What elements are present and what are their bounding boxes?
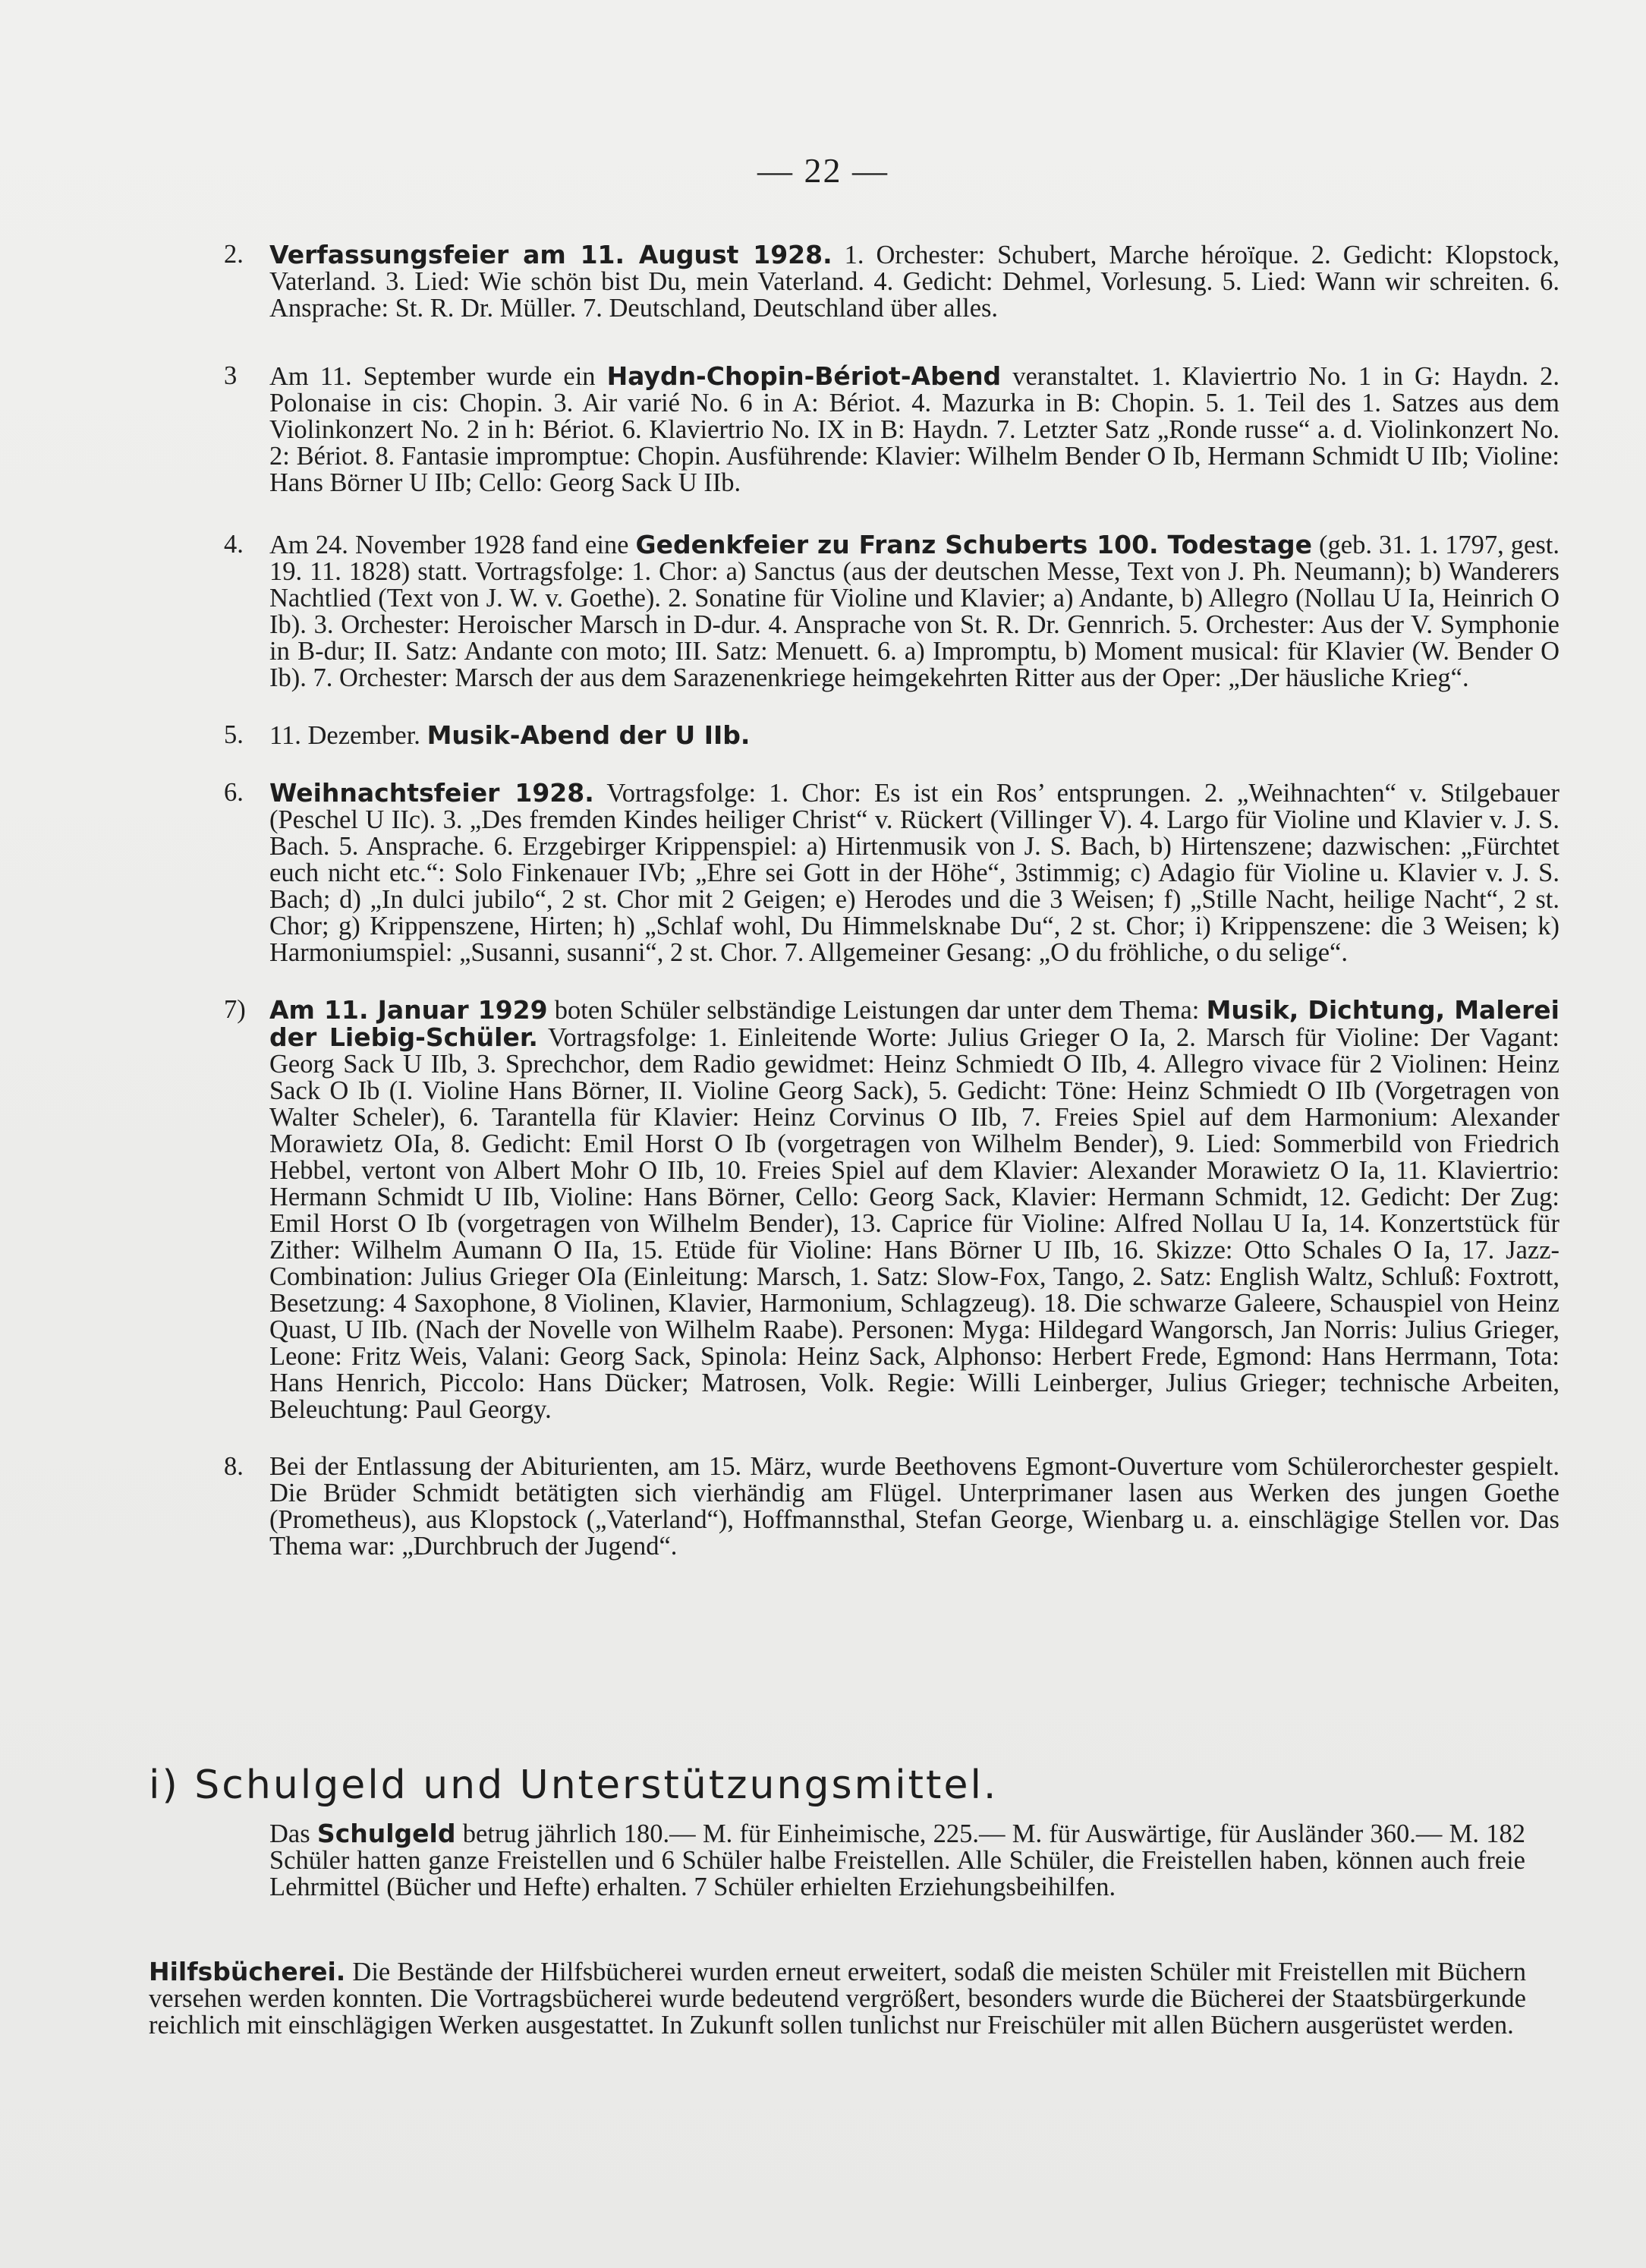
item-number: 5. — [224, 720, 244, 749]
item-heading: Gedenkfeier zu Franz Schuberts 100. Todestage — [635, 530, 1312, 559]
event-list — [224, 241, 1559, 1583]
paragraph-keyword: Schulgeld — [316, 1819, 456, 1848]
item-intro: 11. Dezember. — [269, 721, 427, 750]
item-text: veranstaltet. 1. Klaviertrio No. 1 in G: Haydn. 2. Polonaise in cis: Chopin. 3. Air varié No. 6 in A: Bériot. 4. Mazurka in B: Chopin. 5. 1. Teil des 1. Satzes aus dem Violinkonzert No. 2 in h: Bériot. 6. Klaviertrio No. IX in B: Haydn. 7. Letzter Satz „Ronde russe“ a. d. Violinkonzert No. 2: Bériot. 8. Fantasie impromptue: Chopin. Ausführende: Klavier: Wilhelm Bender O Ib, Hermann Schmidt U IIb; Violine: Hans Börner U IIb; Cello: Georg Sack U IIb. — [269, 362, 1560, 497]
item-heading: Musik-Abend der U IIb. — [426, 720, 751, 750]
item-heading: Weihnachtsfeier 1928. — [269, 778, 594, 808]
item-text: boten Schüler selbständige Leistungen dar unter dem Thema: — [547, 996, 1207, 1025]
item-heading: Am 11. Januar 1929 — [269, 995, 548, 1025]
list-item — [224, 997, 1559, 1423]
section-heading: i) Schulgeld und Unterstützungsmittel. — [149, 1762, 999, 1808]
item-number: 6. — [224, 778, 244, 807]
list-item — [224, 363, 1559, 496]
item-number: 2. — [224, 240, 244, 269]
item-heading: Haydn-Chopin-Bériot-Abend — [606, 361, 1002, 391]
list-item — [224, 780, 1559, 966]
schulgeld-paragraph — [269, 1820, 1525, 1901]
item-number: 8. — [224, 1452, 244, 1481]
item-number: 7) — [224, 995, 246, 1024]
list-item — [224, 1454, 1559, 1560]
item-text: (geb. 31. 1. 1797, gest. 19. 11. 1828) statt. Vortragsfolge: 1. Chor: a) Sanctus (aus der deutschen Messe, Text von J. Ph. Neumann); b) Wanderers Nachtlied (Text von J. W. v. Goethe). 2. Sonatine für Violine und Klavier; a) Andante, b) Allegro (Nollau U Ia, Heinrich O Ib). 3. Orchester: Heroischer Marsch in D-dur. 4. Ansprache von St. R. Dr. Gennrich. 5. Orchester: Aus der V. Symphonie in B-dur; II. Satz: Andante con moto; III. Satz: Menuett. 6. a) Impromptu, b) Moment musical: für Klavier (W. Bender O Ib). 7. Orchester: Marsch der aus dem Sarazenenkriege heimgekehrten Ritter aus der Oper: „Der häusliche Krieg“. — [269, 531, 1559, 692]
paragraph-intro: Das — [269, 1819, 317, 1848]
paragraph-text: betrug jährlich 180.— M. für Einheimische, 225.— M. für Auswärtige, für Ausländer 360.— M. 182 Schüler hatten ganze Freistellen und 6 Schüler halbe Freistellen. Alle Schüler, die Freistellen haben, können auch freie Lehrmittel (Bücher und Hefte) erhalten. 7 Schüler erhielten Erziehungsbeihilfen. — [269, 1819, 1525, 1901]
item-heading: Verfassungsfeier am 11. August 1928. — [269, 240, 832, 269]
item-program: Vortragsfolge: 1. Einleitende Worte: Julius Grieger O Ia, 2. Marsch für Violine: Der Vagant: Georg Sack U IIb, 3. Sprechchor, dem Radio gewidmet: Heinz Schmiedt O IIb, 4. Allegro vivace für 2 Violinen: Heinz Sack O Ib (I. Violine Hans Börner, II. Violine Georg Sack), 5. Gedicht: Töne: Heinz Schmiedt O IIb (Vorgetragen von Walter Scheler), 6. Tarantella für Klavier: Heinz Corvinus O IIb, 7. Freies Spiel auf dem Harmonium: Alexander Morawietz OIa, 8. Gedicht: Emil Horst O Ib (vorgetragen von Wilhelm Bender), 9. Lied: Sommerbild von Friedrich Hebbel, vertont von Albert Mohr O IIb, 10. Freies Spiel auf dem Klavier: Alexander Morawietz O Ia, 11. Klaviertrio: Hermann Schmidt U IIb, Violine: Hans Börner, Cello: Georg Sack, Klavier: Hermann Schmidt, 12. Gedicht: Der Zug: Emil Horst O Ib (vorgetragen von Wilhelm Bender), 13. Caprice für Violine: Alfred Nollau U Ia, 14. Konzertstück für Zither: Wilhelm Aumann O IIa, 15. Etüde für Violine: Hans Börner U IIb, 16. Skizze: Otto Schales O Ia, 17. Jazz-Combination: Julius Grieger OIa (Einleitung: Marsch, 1. Satz: Slow-Fox, Tango, 2. Satz: English Waltz, Schluß: Foxtrott, Besetzung: 4 Saxophone, 8 Violinen, Klavier, Harmonium, Schlagzeug). 18. Die schwarze Galeere, Schauspiel von Heinz Quast, U IIb. (Nach der Novelle von Wilhelm Raabe). Personen: Myga: Hildegard Wangorsch, Jan Norris: Julius Grieger, Leone: Fritz Weis, Valani: Georg Sack, Spinola: Heinz Sack, Alphonso: Herbert Frede, Egmond: Hans Herrmann, Tota: Hans Henrich, Piccolo: Hans Dücker; Matrosen, Volk. Regie: Willi Leinberger, Julius Grieger; technische Arbeiten, Beleuchtung: Paul Georgy. — [269, 1023, 1559, 1424]
list-item — [224, 531, 1559, 691]
item-intro: Am 24. November 1928 fand eine — [269, 531, 636, 559]
item-number: 3 — [224, 361, 238, 390]
list-item — [224, 241, 1559, 322]
item-text: Bei der Entlassung der Abiturienten, am 15. März, wurde Beethovens Egmont-Ouverture vom Schülerorchester gespielt. Die Brüder Schmidt betätigten sich vierhändig am Flügel. Unterprimaner lasen aus Werken des jungen Goethe (Prometheus), aus Klopstock („Vaterland“), Hoffmannsthal, Stefan George, Wienbarg u. a. einschlägige Stellen vor. Das Thema war: „Durchbruch der Jugend“. — [269, 1452, 1559, 1561]
item-text: Vortragsfolge: 1. Chor: Es ist ein Ros’ entsprungen. 2. „Weihnachten“ v. Stilgebauer (Peschel U IIc). 3. „Des fremden Kindes heiliger Christ“ v. Rückert (Villinger V). 4. Largo für Violine und Klavier v. J. S. Bach. 5. Ansprache. 6. Erzgebirger Krippenspiel: a) Hirtenmusik von J. S. Bach, b) Hirtenszene; dazwischen: „Fürchtet euch nicht etc.“: Solo Finkenauer IVb; „Ehre sei Gott in der Höhe“, 3stimmig; c) Adagio für Violine u. Klavier v. J. S. Bach; d) „In dulci jubilo“, 2 st. Chor mit 2 Geigen; e) Herodes und die 3 Weisen; f) „Stille Nacht, heilige Nacht“, 2 st. Chor; g) Krippenszene, Hirten; h) „Schlaf wohl, Du Himmelsknabe Du“, 2 st. Chor; i) Krippenszene: die 3 Weisen; k) Harmoniumspiel: „Susanni, susanni“, 2 st. Chor. 7. Allgemeiner Gesang: „O du fröhliche, o du selige“. — [269, 779, 1559, 967]
paragraph-text: Die Bestände der Hilfsbücherei wurden erneut erweitert, sodaß die meisten Schüler mit Freistellen mit Büchern versehen werden konnten. Die Vortragsbücherei wurde bedeutend vergrößert, besonders wurde die Bücherei der Staatsbürgerkunde reichlich mit einschlägigen Werken ausgestattet. In Zukunft sollen tunlichst nur Freischüler mit allen Büchern ausgerüstet werden. — [149, 1958, 1526, 2040]
list-item — [224, 722, 1559, 749]
item-text: 1. Orchester: Schubert, Marche héroïque. 2. Gedicht: Klopstock, Vaterland. 3. Lied: Wie schön bist Du, mein Vaterland. 4. Gedicht: Dehmel, Vorlesung. 5. Lied: Wann wir schreiten. 6. Ansprache: St. R. Dr. Müller. 7. Deutschland, Deutschland über alles. — [269, 241, 1559, 323]
item-intro: Am 11. September wurde ein — [269, 362, 607, 391]
hilfsbuecherei-paragraph — [149, 1958, 1526, 2039]
page-number: — 22 — — [757, 151, 889, 190]
paragraph-keyword: Hilfsbücherei. — [149, 1957, 346, 1986]
item-theme: Musik, Dichtung, Malerei der Liebig-Schüler. — [269, 995, 1559, 1052]
item-number: 4. — [224, 530, 244, 559]
